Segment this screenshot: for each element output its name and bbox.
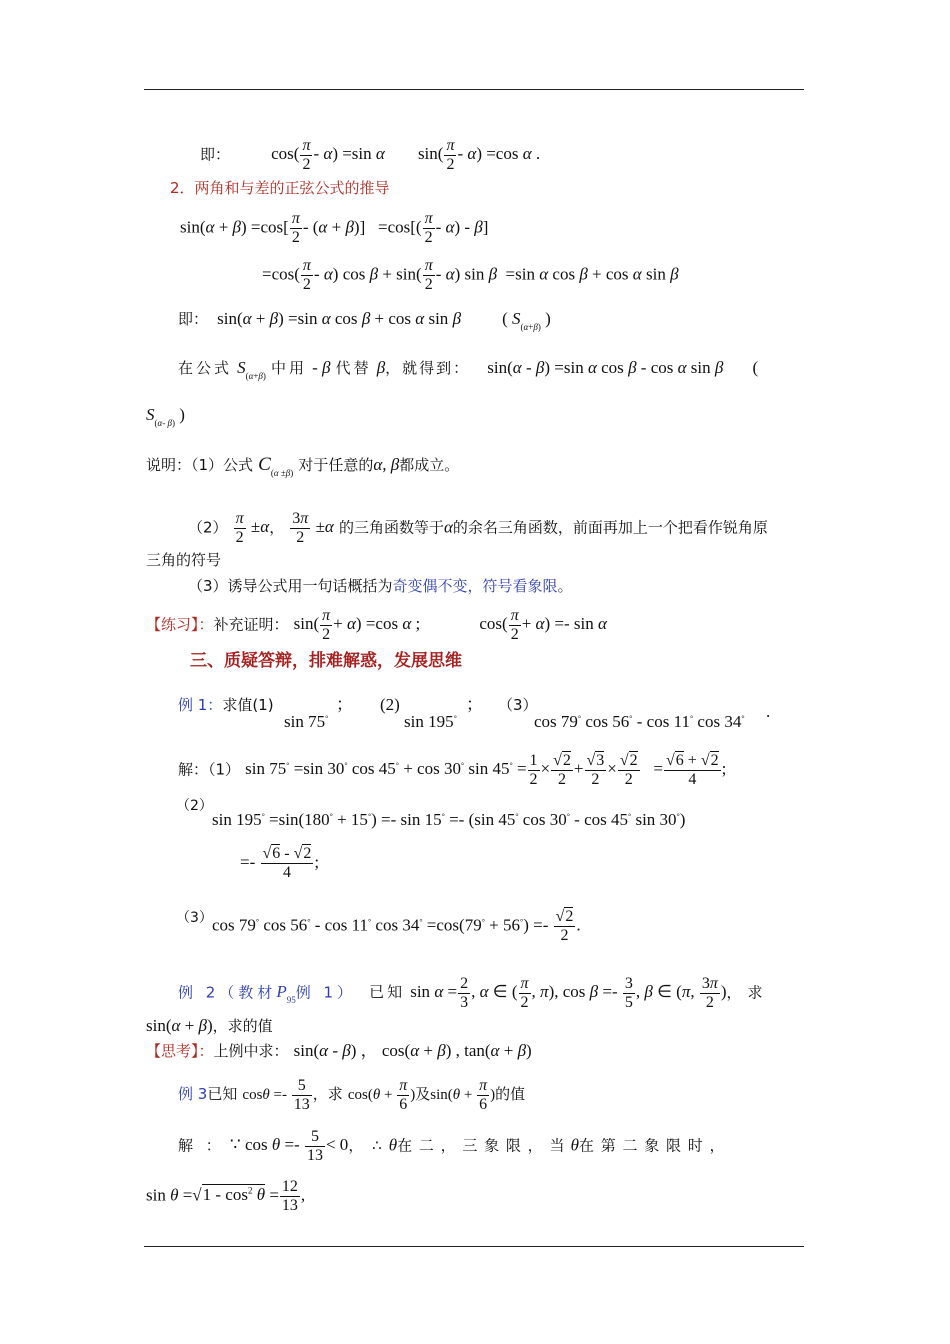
note2-sep: ， — [269, 518, 285, 537]
bottom-rule — [144, 1246, 804, 1247]
note1-text3: 都成立。 — [399, 456, 460, 474]
ex3-eq3: sin(θ + $\frac{\pi}{6}$ ) — [430, 1077, 496, 1113]
sol-ex3-text3: 在 二 ， 三 象 限 ， 当 — [397, 1136, 566, 1155]
note2-text1: （2） — [188, 518, 228, 537]
ex1-text: 求值(1) — [222, 696, 274, 714]
ex1-q2: sin 195° — [404, 712, 457, 731]
ex3-text3: 及 — [415, 1084, 431, 1103]
think-text: 上例中求： — [213, 1042, 289, 1060]
ex2-text: 已知 — [369, 983, 406, 1002]
sol3-eq: cos 79° cos 56° - cos 11° cos 34° =cos(79° + 56°) =- $\frac{√2}{2}$ . — [212, 908, 581, 944]
note2-continued: 三角的符号 — [146, 551, 222, 569]
note2-alpha: α — [443, 517, 453, 537]
note1-text2: 对于任意的 — [298, 456, 374, 474]
sol-ex3-theta: θ — [388, 1135, 398, 1155]
substitution-line — [178, 358, 758, 386]
practice-tag: 【练习】： — [146, 615, 214, 634]
sub-neg-beta: - β — [312, 358, 331, 377]
practice-eq1: sin( $\frac{\pi}{2}$ + α) =cos α ; — [293, 607, 421, 643]
sub-S-label: $S_{(\alpha+\beta)}$ — [237, 358, 266, 381]
derive-row2: =cos( $\frac{\pi}{2}$ - α) cos β + sin( $\frac{\pi}{2}$ - α) sin β =sin α cos β + cos α sin β — [262, 257, 679, 293]
ex1-semi1: ； — [336, 695, 353, 714]
result-line — [178, 309, 551, 337]
ex1-n3: （3） — [498, 696, 538, 714]
sol-ex3-text4: 在 第 二 象 限 时 ， — [578, 1136, 726, 1155]
result-tag: ( $S_{(\alpha+\beta)}$ ) — [502, 309, 551, 332]
note3-text1: （3）诱导公式用一句话概括为 — [188, 577, 393, 595]
practice-line — [146, 607, 607, 644]
practice-eq2: cos( $\frac{\pi}{2}$ + α) =- sin α — [479, 607, 607, 643]
sub-beta: β — [376, 358, 386, 377]
note2 — [188, 510, 768, 547]
ex3-text: 已知 — [207, 1084, 238, 1103]
ex2-text2: ，求 — [726, 983, 769, 1002]
ex2-P: $P_{95}$ — [276, 982, 296, 1006]
identity-eq2: sin( $\frac{\pi}{2}$ - α) =cos α . — [417, 137, 541, 173]
think-eq: sin(α - β) ， cos(α + β) , tan(α + β) — [293, 1041, 532, 1060]
sol1-line — [178, 752, 726, 789]
note2-text3: 的余名三角函数，前面再加上一个把看作锐角原 — [452, 518, 768, 537]
note1-ab: α, β — [373, 455, 400, 474]
sol3-label: （3） — [176, 910, 213, 926]
ex1-semi2: ； — [466, 695, 483, 714]
note1-C: $C_{(\alpha \pm\beta)}$ — [258, 454, 294, 478]
note2-f1: $\frac{\pi}{2}$ ±α — [235, 510, 270, 546]
sub-tag: $S_{(\alpha- \beta)}$ ) — [146, 405, 185, 428]
sub-eq: sin(α - β) =sin α cos β - cos α sin β — [487, 358, 724, 377]
ex3-text4: 的值 — [495, 1084, 526, 1103]
sol-ex3-theta2: θ — [570, 1135, 579, 1155]
sub-text4: ，就得到： — [385, 359, 471, 377]
ex3-text2: ，求 — [312, 1084, 343, 1103]
ex3-eq2: cos(θ + $\frac{\pi}{6}$ ) — [347, 1077, 416, 1113]
ex1-q1: sin 75° — [284, 712, 329, 731]
ex1-q3: cos 79° cos 56° - cos 11° cos 34° — [534, 712, 745, 731]
ex3-eq1: cosθ =- $\frac{5}{13}$ — [242, 1077, 310, 1113]
sol2-eq: sin 195° =sin(180° + 15°) =- sin 15° =- (sin 45° cos 30° - cos 45° sin 30°) — [212, 810, 686, 829]
ex2-label: 例 2（教材 — [178, 983, 277, 1002]
sol2-label: （2） — [176, 798, 213, 814]
heading-3: 三、质疑答辩，排难解惑，发展思维 — [190, 651, 462, 671]
sol-ex3b-eq: $\sin \theta =√1 - \cos^2 \theta$ = $\frac{12}{13}$ , — [146, 1178, 306, 1214]
identity-line — [200, 137, 540, 174]
ex2b-eq: sin(α + β) — [146, 1016, 213, 1035]
note3-highlight: 奇变偶不变，符号看象限 — [392, 577, 558, 595]
sub-paren: ( — [752, 358, 759, 377]
ex2-label2: 例 1） — [295, 983, 357, 1002]
sol-ex3-eq: ∵ cos θ =- $\frac{5}{13}$ < 0 — [229, 1128, 349, 1164]
note1 — [146, 455, 459, 483]
sol2-eq2: =- $\frac{√6 - √2}{4}$ ; — [240, 845, 320, 881]
ex2-eq: sin α = $\frac{2}{3}$ , α ∈ ( $\frac{\pi}{2}$ , π), cos β =- $\frac{3}{5}$ , β ∈ (π, $\frac{3\pi}{2}$ ) — [410, 975, 727, 1011]
example3 — [178, 1077, 525, 1114]
derive-row1: sin(α + β) =cos[ $\frac{\pi}{2}$ - (α + β)] =cos[( $\frac{\pi}{2}$ - α) - β] — [180, 210, 489, 246]
ex2b-text: ，求的值 — [212, 1017, 273, 1035]
example1 — [178, 695, 274, 715]
example2 — [178, 975, 769, 1012]
section2-title: 2．两角和与差的正弦公式的推导 — [170, 179, 390, 197]
sub-text3: 代替 — [335, 359, 372, 377]
think-tag: 【思考】： — [146, 1042, 214, 1060]
note2-text2: 的三角函数等于 — [338, 518, 444, 537]
ex1-end: . — [766, 702, 771, 721]
note3-end: 。 — [557, 577, 573, 595]
sol1-prefix: 解：（1） — [178, 760, 241, 779]
sub-text2: 中用 — [271, 359, 308, 377]
sub-text1: 在公式 — [178, 359, 233, 377]
identity-eq1: cos( $\frac{\pi}{2}$ - α) =sin α — [271, 137, 385, 173]
ex1-label: 例 1： — [178, 696, 223, 714]
sol-ex3-text2: ， ∴ — [348, 1136, 384, 1155]
note1-text1: 说明：（1）公式 — [146, 456, 254, 474]
result-prefix: 即： — [178, 310, 209, 328]
note2-f2: $\frac{3\pi}{2}$ ±α — [292, 510, 334, 546]
top-rule — [144, 89, 804, 90]
result-eq: sin(α + β) =sin α cos β + cos α sin β — [217, 309, 462, 328]
think-line — [146, 1041, 532, 1061]
practice-text: 补充证明： — [213, 615, 289, 634]
sol-ex3-text1: 解 ： — [178, 1136, 225, 1155]
ex3-label: 例 3 — [178, 1084, 208, 1103]
example2-cont — [146, 1016, 273, 1036]
sol-ex3 — [178, 1128, 726, 1165]
sol1-eq: sin 75° =sin 30° cos 45° + cos 30° sin 45° = $\frac{1}{2}$ × $\frac{√2}{2}$ + $\frac{√3}{2}$ × $\frac{√2}{2}$ = $\frac{√6 + √2}{4}$ ; — [245, 752, 727, 788]
identity-prefix: 即： — [200, 145, 231, 164]
ex1-n2: (2) — [380, 695, 400, 714]
note3 — [188, 576, 573, 596]
